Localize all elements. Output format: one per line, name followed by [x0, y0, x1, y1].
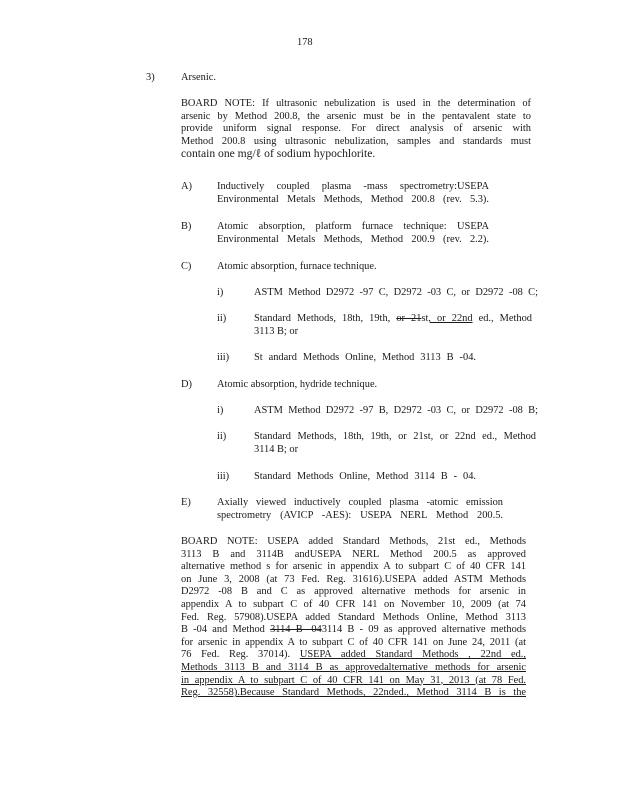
item-c-ii-line — [254, 313, 532, 326]
board-note-1 — [181, 98, 531, 161]
item-c-ii-label: ii) — [217, 313, 227, 324]
board-note-1-line: provide uniform signal response. For direct analysis of arsenic with — [181, 123, 531, 135]
page-number: 178 — [297, 37, 313, 48]
board-note-2-line — [181, 649, 526, 662]
item-c-ii-line: 3113 B; or — [254, 325, 299, 337]
board-note-2-line: alternative method s for arsenic in appendix A to subpart C of 40 CFR 141 — [181, 561, 526, 573]
item-c-iii-line: St andard Methods Online, Method 3113 B -04. — [254, 352, 476, 363]
item-c-ii-struck: or 21 — [396, 313, 422, 324]
item-e-label: E) — [181, 497, 191, 508]
board-note-2-l8-post: 3114 B - 09 as approved alternative methods — [321, 624, 527, 636]
board-note-2-line: Fed. Reg. 57908).USEPA added Standard Methods Online, Method 3113 — [181, 611, 526, 623]
item-c-ii-text — [254, 313, 532, 338]
item-c-iii-label: iii) — [217, 352, 230, 363]
item-c-ii-inserted: , or 22nd — [428, 313, 473, 324]
item-a-text — [217, 181, 489, 206]
section-title: Arsenic. — [181, 72, 216, 83]
item-d-iii-label: iii) — [217, 471, 230, 482]
item-d-label: D) — [181, 379, 192, 390]
board-note-2-line: in appendix A to subpart C of 40 CFR 141 on May 31, 2013 (at 78 Fed. — [181, 674, 526, 686]
item-b-line: Environmental Metals Methods, Method 200.9 (rev. 2.2). — [217, 233, 489, 245]
item-b-line: Atomic absorption, platform furnace technique: USEPA — [217, 221, 489, 232]
item-b-text — [217, 221, 489, 246]
item-d-i-text — [254, 405, 538, 418]
item-a-line: Inductively coupled plasma -mass spectrometry:USEPA — [217, 181, 489, 192]
item-a-line: Environmental Metals Methods, Method 200.8 (rev. 5.3). — [217, 193, 489, 205]
board-note-1-line: BOARD NOTE: If ultrasonic nebulization is used in the determination of — [181, 98, 531, 109]
item-c-ii-mid: st — [421, 313, 429, 324]
item-c-label: C) — [181, 261, 192, 272]
item-c-ii-pre: Standard Methods, 18th, 19th, — [254, 313, 397, 324]
board-note-2-line: 3113 B and 3114B andUSEPA NERL Method 200.5 as approved — [181, 548, 526, 560]
section-number: 3) — [146, 72, 155, 83]
item-d-iii-text — [254, 471, 476, 484]
item-d-i-line: ASTM Method D2972 -97 B, D2972 -03 C, or D2972 -08 B; — [254, 405, 538, 416]
item-d-ii-line: Standard Methods, 18th, 19th, or 21st, or 22nd ed., Method — [254, 431, 536, 442]
board-note-2-l10-pre: 76 Fed. Reg. 37014). — [181, 649, 300, 661]
item-d-ii-text — [254, 431, 536, 456]
item-c-ii-post: ed., Method — [472, 313, 533, 324]
board-note-1-line: arsenic by Method 200.8, the arsenic must be in the pentavalent state to — [181, 110, 531, 122]
item-c-i-text — [254, 287, 538, 300]
item-e-line: spectrometry (AVICP -AES): USEPA NERL Method 200.5. — [217, 509, 503, 521]
board-note-2 — [181, 536, 526, 700]
item-b-label: B) — [181, 221, 192, 232]
board-note-2-line: D2972 -08 B and C as approved alternative methods for arsenic in — [181, 586, 526, 598]
board-note-2-line: appendix A to subpart C of 40 CFR 141 on November 10, 2009 (at 74 — [181, 598, 526, 610]
item-d-ii-label: ii) — [217, 431, 227, 442]
board-note-2-line: for arsenic in appendix A to subpart C of 40 CFR 141 on June 24, 2011 (at — [181, 636, 526, 648]
board-note-2-line: on June 3, 2008 (at 73 Fed. Reg. 31616).USEPA added ASTM Methods — [181, 573, 526, 585]
board-note-2-line: Reg. 32558).Because Standard Methods, 22nded., Method 3114 B is the — [181, 687, 526, 699]
item-c-i-label: i) — [217, 287, 224, 298]
item-a-label: A) — [181, 181, 192, 192]
item-d-i-label: i) — [217, 405, 224, 416]
item-c-text: Atomic absorption, furnace technique. — [217, 261, 377, 272]
item-d-text: Atomic absorption, hydride technique. — [217, 379, 378, 390]
board-note-2-line: BOARD NOTE: USEPA added Standard Methods, 21st ed., Methods — [181, 536, 526, 547]
board-note-2-line: Methods 3113 B and 3114 B as approvedalternative methods for arsenic — [181, 661, 526, 673]
item-c-i-line: ASTM Method D2972 -97 C, D2972 -03 C, or D2972 -08 C; — [254, 287, 538, 298]
item-c-iii-text — [254, 352, 476, 365]
board-note-1-line: contain one mg/ℓ of sodium hypochlorite. — [181, 147, 376, 161]
board-note-2-l10-under: USEPA added Standard Methods , 22nd ed., — [299, 649, 526, 661]
board-note-2-l8-struck: 3114 B -04 — [270, 624, 322, 636]
item-e-text — [217, 497, 503, 522]
board-note-1-line: Method 200.8 using ultrasonic nebulization, samples and standards must — [181, 135, 531, 147]
board-note-2-line — [181, 624, 526, 637]
item-e-line: Axially viewed inductively coupled plasma -atomic emission — [217, 497, 503, 508]
item-d-iii-line: Standard Methods Online, Method 3114 B - 04. — [254, 471, 476, 482]
item-d-ii-line: 3114 B; or — [254, 443, 299, 455]
board-note-2-l8-pre: B -04 and Method — [181, 624, 271, 636]
